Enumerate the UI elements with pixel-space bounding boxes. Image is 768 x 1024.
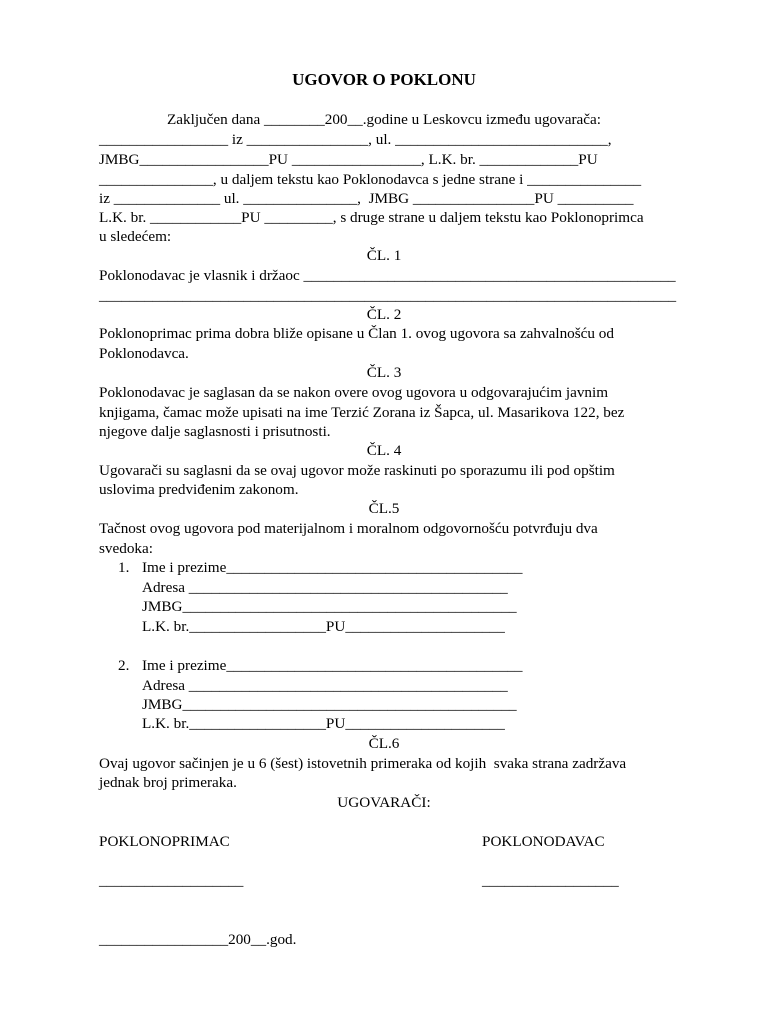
- intro-line-3: JMBG_________________PU _________________, L.K. br. _____________PU: [99, 151, 598, 168]
- witness-1-number: 1.: [118, 559, 130, 576]
- article-3-line-2: knjigama, čamac može upisati na ime Terzić Zorana iz Šapca, ul. Masarikova 122, bez: [99, 404, 625, 421]
- intro-line-7: u sledećem:: [99, 228, 172, 245]
- article-1-line-2: ____________________________________________________________________________: [99, 287, 677, 304]
- recipient-signature-line: ___________________: [99, 872, 244, 889]
- intro-line-5: iz ______________ ul. _______________, JMBG ________________PU __________: [99, 190, 634, 207]
- intro-line-2: _________________ iz ________________, ul. ____________________________,: [99, 131, 612, 148]
- witness-2-jmbg-field: JMBG____________________________________________: [142, 696, 517, 713]
- article-5-line-1: Tačnost ovog ugovora pod materijalnom i moralnom odgovornošću potvrđuju dva: [99, 520, 598, 537]
- article-4-line-2: uslovima predviđenim zakonom.: [99, 481, 299, 498]
- article-2-line-1: Poklonoprimac prima dobra bliže opisane u Član 1. ovog ugovora sa zahvalnošću od: [99, 325, 614, 342]
- article-1-line-1: Poklonodavac je vlasnik i držaoc _________________________________________________: [99, 267, 676, 284]
- article-3-line-3: njegove dalje saglasnosti i prisutnosti.: [99, 423, 331, 440]
- witness-1-id-field: L.K. br.__________________PU_____________________: [142, 618, 505, 635]
- witness-1-name-field: Ime i prezime_______________________________________: [142, 559, 523, 576]
- intro-line-1: Zaključen dana ________200__.godine u Leskovcu između ugovarača:: [167, 111, 601, 128]
- witness-2-number: 2.: [118, 657, 130, 674]
- date-line: _________________200__.god.: [99, 931, 297, 948]
- article-5-heading: ČL.5: [368, 500, 400, 517]
- donor-label: POKLONODAVAC: [482, 833, 605, 850]
- witness-1-address-field: Adresa __________________________________________: [142, 579, 508, 596]
- parties-heading: UGOVARAČI:: [337, 794, 431, 811]
- intro-line-4: _______________, u daljem tekstu kao Poklonodavca s jedne strane i _______________: [99, 171, 642, 188]
- article-4-heading: ČL. 4: [366, 442, 402, 459]
- document-title: UGOVOR O POKLONU: [292, 70, 476, 89]
- article-6-line-2: jednak broj primeraka.: [99, 774, 237, 791]
- article-1-heading: ČL. 1: [366, 247, 402, 264]
- witness-2-address-field: Adresa __________________________________________: [142, 677, 508, 694]
- intro-line-6: L.K. br. ____________PU _________, s druge strane u daljem tekstu kao Poklonoprimca: [99, 209, 644, 226]
- witness-2-id-field: L.K. br.__________________PU_____________________: [142, 715, 505, 732]
- article-2-line-2: Poklonodavca.: [99, 345, 189, 362]
- article-6-line-1: Ovaj ugovor sačinjen je u 6 (šest) istovetnih primeraka od kojih svaka strana zadržava: [99, 755, 627, 772]
- witness-2-name-field: Ime i prezime_______________________________________: [142, 657, 523, 674]
- article-3-heading: ČL. 3: [366, 364, 402, 381]
- donor-signature-line: __________________: [482, 872, 619, 889]
- article-2-heading: ČL. 2: [366, 306, 402, 323]
- witness-1-jmbg-field: JMBG____________________________________________: [142, 598, 517, 615]
- article-4-line-1: Ugovarači su saglasni da se ovaj ugovor može raskinuti po sporazumu ili pod opštim: [99, 462, 615, 479]
- article-5-line-2: svedoka:: [99, 540, 153, 557]
- recipient-label: POKLONOPRIMAC: [99, 833, 230, 850]
- article-6-heading: ČL.6: [368, 735, 400, 752]
- article-3-line-1: Poklonodavac je saglasan da se nakon overe ovog ugovora u odgovarajućim javnim: [99, 384, 609, 401]
